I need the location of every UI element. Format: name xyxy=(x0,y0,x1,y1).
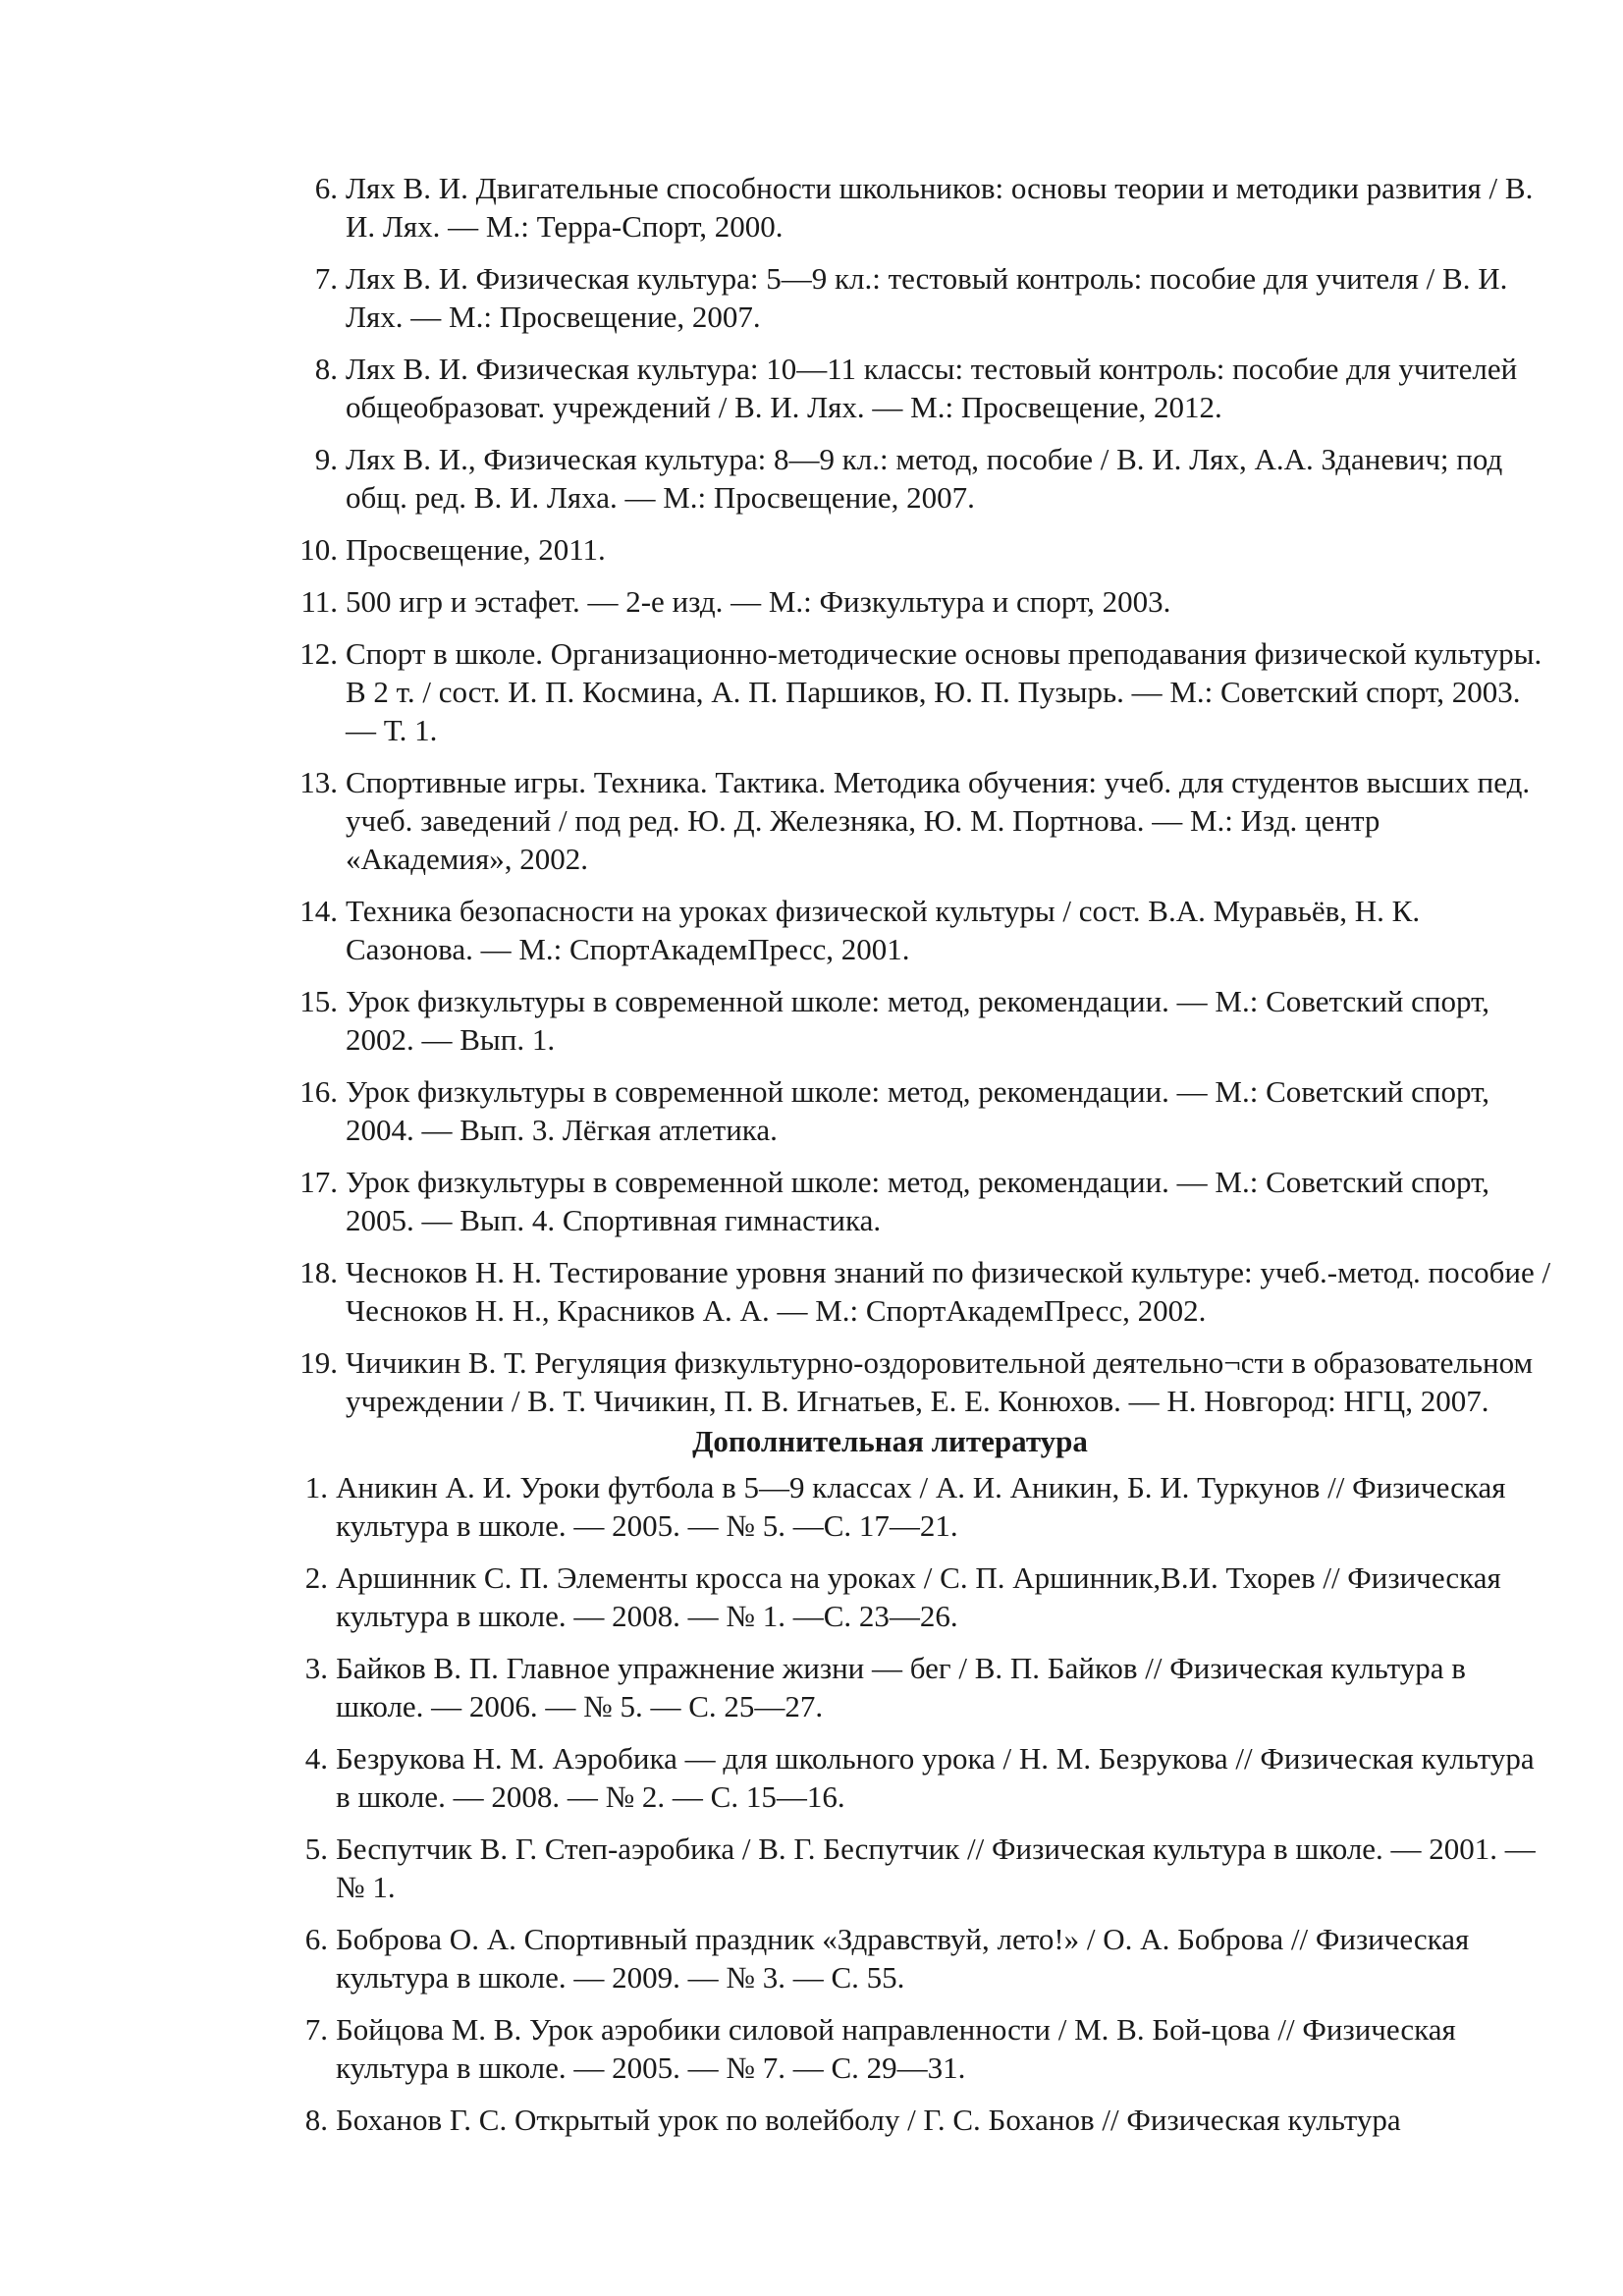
reference-number: 11. xyxy=(300,584,338,619)
reference-text: Аникин А. И. Уроки футбола в 5—9 классах / А. И. Аникин, Б. И. Туркунов // Физическая культура в школе. — 2005. — № 5. —С. 17—21. xyxy=(336,1470,1506,1543)
reference-text: Чичикин В. Т. Регуляция физкультурно-оздоровительной деятельно¬сти в образовательном учреждении / В. Т. Чичикин, П. В. Игнатьев, Е. Е. Конюхов. — Н. Новгород: НГЦ, 2007. xyxy=(346,1345,1534,1418)
reference-number: 10. xyxy=(299,532,338,567)
reference-text: Спорт в школе. Организационно-методические основы преподавания физической культуры. В 2 т. / сост. И. П. Космина, А. П. Паршиков, Ю. П. Пузырь. — М.: Советский спорт, 2003. — Т. 1. xyxy=(346,636,1542,747)
reference-text: Беспутчик В. Г. Степ-аэробика / В. Г. Беспутчик // Физическая культура в школе. — 2001. — № 1. xyxy=(336,1831,1536,1904)
reference-item xyxy=(275,1739,1542,1816)
additional-reference-list xyxy=(275,1468,1542,2153)
reference-item xyxy=(285,763,1551,878)
reference-item xyxy=(285,350,1551,426)
reference-item xyxy=(285,440,1551,517)
reference-item xyxy=(285,1253,1551,1330)
reference-number: 5. xyxy=(304,1831,328,1866)
reference-item xyxy=(285,259,1551,336)
reference-text: Боханов Г. С. Открытый урок по волейболу / Г. С. Боханов // Физическая культура xyxy=(336,2103,1401,2137)
reference-text: 500 игр и эстафет. — 2-е изд. — М.: Физкультура и спорт, 2003. xyxy=(346,584,1171,619)
reference-number: 4. xyxy=(304,1741,328,1776)
reference-item xyxy=(275,2101,1542,2139)
reference-text: Байков В. П. Главное упражнение жизни — бег / В. П. Байков // Физическая культура в школе. — 2006. — № 5. — С. 25—27. xyxy=(336,1651,1466,1723)
section-title: Дополнительная литература xyxy=(692,1424,1088,1458)
reference-text: Лях В. И. Двигательные способности школьников: основы теории и методики развития / В. И. Лях. — М.: Терра-Спорт, 2000. xyxy=(346,171,1534,244)
reference-number: 9. xyxy=(314,442,338,476)
reference-number: 19. xyxy=(299,1345,338,1380)
reference-text: Техника безопасности на уроках физической культуры / сост. В.А. Муравьёв, Н. К. Сазонова. — М.: СпортАкадемПресс, 2001. xyxy=(346,894,1421,966)
reference-item xyxy=(275,2010,1542,2087)
reference-item xyxy=(275,1830,1542,1906)
reference-item xyxy=(285,530,1551,569)
reference-number: 14. xyxy=(299,894,338,928)
reference-text: Лях В. И., Физическая культура: 8—9 кл.: метод, пособие / В. И. Лях, А.А. Зданевич; под общ. ред. В. И. Ляха. — М.: Просвещение, 2007. xyxy=(346,442,1503,515)
reference-item xyxy=(285,1343,1551,1420)
reference-number: 2. xyxy=(304,1560,328,1595)
reference-item xyxy=(285,1072,1551,1149)
reference-text: Боброва О. А. Спортивный праздник «Здравствуй, лето!» / О. А. Боброва // Физическая культура в школе. — 2009. — № 3. — С. 55. xyxy=(336,1922,1470,1995)
reference-text: Аршинник С. П. Элементы кросса на уроках / С. П. Аршинник,В.И. Тхорев // Физическая культура в школе. — 2008. — № 1. —С. 23—26. xyxy=(336,1560,1501,1633)
reference-number: 7. xyxy=(314,261,338,296)
reference-number: 8. xyxy=(304,2103,328,2137)
reference-item xyxy=(285,1163,1551,1239)
reference-number: 12. xyxy=(299,636,338,671)
reference-item xyxy=(285,982,1551,1059)
reference-text: Спортивные игры. Техника. Тактика. Методика обучения: учеб. для студентов высших пед. учеб. заведений / под ред. Ю. Д. Железняка, Ю. М. Портнова. — М.: Изд. центр «Академия», 2002. xyxy=(346,765,1531,876)
reference-number: 3. xyxy=(304,1651,328,1685)
reference-item xyxy=(285,169,1551,246)
reference-number: 13. xyxy=(299,765,338,799)
reference-number: 15. xyxy=(299,984,338,1018)
reference-number: 18. xyxy=(299,1255,338,1289)
reference-number: 6. xyxy=(314,171,338,205)
reference-number: 8. xyxy=(314,352,338,386)
reference-item xyxy=(285,892,1551,968)
reference-number: 16. xyxy=(299,1074,338,1109)
reference-text: Чесноков Н. Н. Тестирование уровня знаний по физической культуре: учеб.-метод. пособие / Чесноков Н. Н., Красников А. А. — М.: СпортАкадемПресс, 2002. xyxy=(346,1255,1551,1328)
reference-item xyxy=(275,1920,1542,1996)
reference-text: Лях В. И. Физическая культура: 5—9 кл.: тестовый контроль: пособие для учителя / В. И. Лях. — М.: Просвещение, 2007. xyxy=(346,261,1508,334)
reference-item xyxy=(285,582,1551,621)
reference-number: 7. xyxy=(304,2012,328,2047)
reference-item xyxy=(285,634,1551,749)
reference-text: Урок физкультуры в современной школе: метод, рекомендации. — М.: Советский спорт, 2004. — Вып. 3. Лёгкая атлетика. xyxy=(346,1074,1490,1147)
main-reference-list xyxy=(285,169,1551,1434)
reference-text: Лях В. И. Физическая культура: 10—11 классы: тестовый контроль: пособие для учителей общеобразоват. учреждений / В. И. Лях. — М.: Просвещение, 2012. xyxy=(346,352,1518,424)
reference-item xyxy=(275,1468,1542,1545)
reference-item xyxy=(275,1558,1542,1635)
reference-text: Безрукова Н. М. Аэробика — для школьного урока / Н. М. Безрукова // Физическая культура в школе. — 2008. — № 2. — С. 15—16. xyxy=(336,1741,1535,1814)
reference-text: Бойцова М. В. Урок аэробики силовой направленности / М. В. Бой-цова // Физическая культура в школе. — 2005. — № 7. — С. 29—31. xyxy=(336,2012,1456,2085)
reference-number: 1. xyxy=(304,1470,328,1504)
reference-number: 6. xyxy=(304,1922,328,1956)
reference-item xyxy=(275,1649,1542,1725)
reference-text: Просвещение, 2011. xyxy=(346,532,606,567)
reference-text: Урок физкультуры в современной школе: метод, рекомендации. — М.: Советский спорт, 2002. — Вып. 1. xyxy=(346,984,1490,1057)
reference-number: 17. xyxy=(299,1165,338,1199)
reference-text: Урок физкультуры в современной школе: метод, рекомендации. — М.: Советский спорт, 2005. — Вып. 4. Спортивная гимнастика. xyxy=(346,1165,1490,1237)
